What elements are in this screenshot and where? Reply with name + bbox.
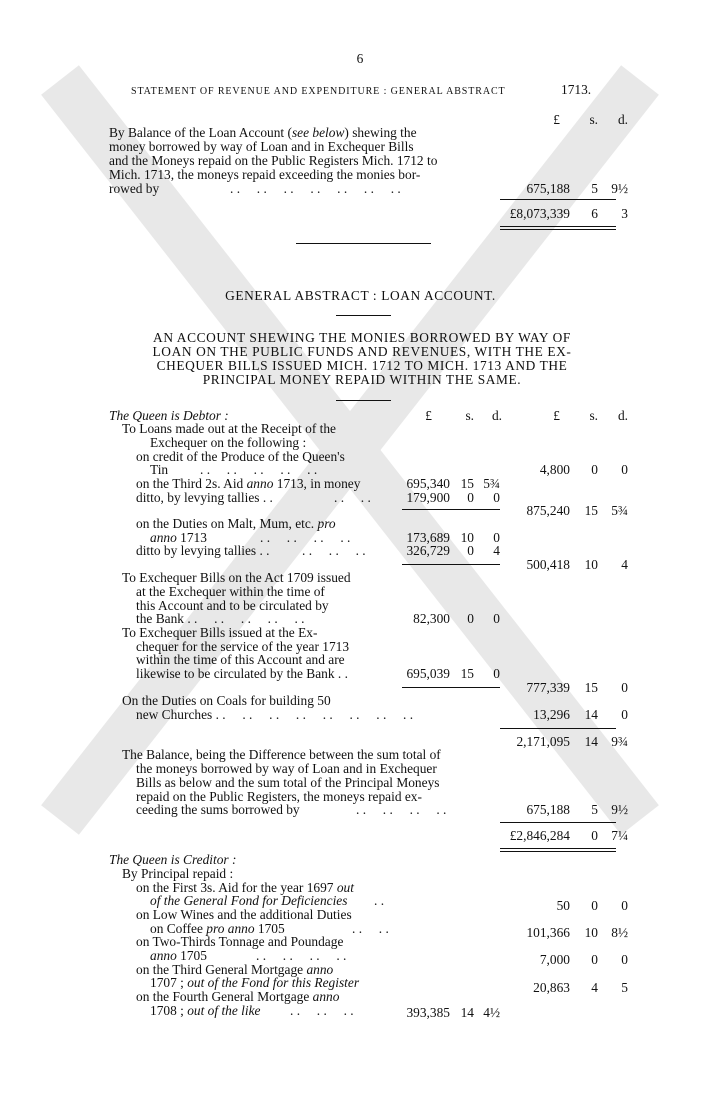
bills1709-line-3: this Account and to be circulated by xyxy=(136,598,329,613)
col-head-pence-2: d. xyxy=(617,408,628,423)
malt-pence: 0 xyxy=(493,530,500,545)
fourth-mortgage-shillings: 14 xyxy=(460,1005,474,1020)
col-head-pounds: £ xyxy=(553,112,560,127)
col-head-shillings-1: s. xyxy=(465,408,474,423)
fourth-mortgage-pence: 4½ xyxy=(483,1005,500,1020)
debtor-total-shillings: 0 xyxy=(591,828,598,843)
ditto1-label: ditto, by levying tallies . . xyxy=(136,490,273,505)
bills1713-line-4: likewise to be circulated by the Bank . . xyxy=(136,666,348,681)
section-title: GENERAL ABSTRACT : LOAN ACCOUNT. xyxy=(225,288,496,303)
third-aid-label: on the Third 2s. Aid anno 1713, in money xyxy=(136,476,361,491)
running-head-year: 1713. xyxy=(561,82,592,97)
balance-line-5: rowed by xyxy=(109,181,160,196)
third-mortgage-line-1: on the Third General Mortgage anno xyxy=(136,962,334,977)
col-head-pounds-2: £ xyxy=(553,408,560,423)
rule xyxy=(336,400,391,401)
grand-total-shillings: 6 xyxy=(591,206,598,221)
third-mortgage-pence: 5 xyxy=(621,980,628,995)
malt-line-2: anno 1713 xyxy=(150,530,207,545)
loan-balance-dots: . . . . . . . . xyxy=(356,802,447,817)
first-aid-pounds: 50 xyxy=(556,898,570,913)
account-heading-3: CHEQUER BILLS ISSUED MICH. 1712 TO MICH. 1713 AND THE xyxy=(156,358,568,373)
rule xyxy=(500,728,616,729)
sub2-pence: 4 xyxy=(621,557,628,572)
account-heading-2: LOAN ON THE PUBLIC FUNDS AND REVENUES, WITH THE EX- xyxy=(152,344,572,359)
sub1-shillings: 15 xyxy=(584,503,598,518)
tonnage-line-2: anno 1705 xyxy=(150,948,207,963)
bills1709-line-4: the Bank . . . . . . . . . . xyxy=(136,611,305,626)
grand-total-pounds: £8,073,339 xyxy=(509,206,570,221)
first-aid-pence: 0 xyxy=(621,898,628,913)
tin-pounds: 4,800 xyxy=(539,462,570,477)
sub3-shillings: 15 xyxy=(584,680,598,695)
debtor-total-pounds: £2,846,284 xyxy=(509,828,570,843)
sub2-shillings: 10 xyxy=(584,557,598,572)
ditto2-shillings: 0 xyxy=(467,543,474,558)
bills1713-line-1: To Exchequer Bills issued at the Ex- xyxy=(122,625,318,640)
balance-pounds: 675,188 xyxy=(526,181,570,196)
account-heading-1: AN ACCOUNT SHEWING THE MONIES BORROWED BY WAY OF xyxy=(153,330,571,345)
first-aid-line-2: of the General Fond for Deficiencies xyxy=(150,893,348,908)
first-aid-line-1: on the First 3s. Aid for the year 1697 out xyxy=(136,880,354,895)
ditto2-dots: . . . . . . xyxy=(302,543,366,558)
account-heading-4: PRINCIPAL MONEY REPAID WITHIN THE SAME. xyxy=(202,372,522,387)
low-wines-line-1: on Low Wines and the additional Duties xyxy=(136,907,352,922)
sub1-pence: 5¾ xyxy=(611,503,628,518)
low-wines-pounds: 101,366 xyxy=(526,925,570,940)
grand-total-pence: 3 xyxy=(621,206,628,221)
bills1713-pence: 0 xyxy=(493,666,500,681)
low-wines-pence: 8½ xyxy=(611,925,628,940)
ditto2-pence: 4 xyxy=(493,543,500,558)
col-head-shillings-2: s. xyxy=(589,408,598,423)
loan-balance-line-2: the moneys borrowed by way of Loan and in Exchequer xyxy=(136,761,437,776)
low-wines-line-2: on Coffee pro anno 1705 xyxy=(150,921,285,936)
loans-intro-2: Exchequer on the following : xyxy=(150,435,307,450)
third-mortgage-line-2: 1707 ; out of the Fond for this Register xyxy=(150,975,360,990)
coals-line-2: new Churches . . . . . . . . . . . . . . . . xyxy=(136,707,414,722)
tin-dots: . . . . . . . . . . xyxy=(200,462,318,477)
bills1709-shillings: 0 xyxy=(467,611,474,626)
loans-intro-1: To Loans made out at the Receipt of the xyxy=(122,421,336,436)
loan-balance-line-1: The Balance, being the Difference between the sum total of xyxy=(122,747,441,762)
bills1709-pounds: 82,300 xyxy=(413,611,450,626)
malt-shillings: 10 xyxy=(460,530,474,545)
sub4-pounds: 2,171,095 xyxy=(516,734,570,749)
running-head: STATEMENT OF REVENUE AND EXPENDITURE : GENERAL ABSTRACT xyxy=(131,86,506,97)
col-head-pence: d. xyxy=(617,112,628,127)
balance-line-1: By Balance of the Loan Account (see below) shewing the xyxy=(109,125,417,140)
loan-balance-line-3: Bills as below and the sum total of the Principal Moneys xyxy=(136,775,440,790)
bills1713-pounds: 695,039 xyxy=(406,666,450,681)
balance-shillings: 5 xyxy=(591,181,598,196)
rule xyxy=(500,848,616,849)
sub3-pence: 0 xyxy=(621,680,628,695)
bills1713-shillings: 15 xyxy=(460,666,474,681)
coals-line-1: On the Duties on Coals for building 50 xyxy=(122,693,331,708)
sub4-shillings: 14 xyxy=(584,734,598,749)
tonnage-pounds: 7,000 xyxy=(539,952,570,967)
tonnage-line-1: on Two-Thirds Tonnage and Poundage xyxy=(136,934,344,949)
tin-pence: 0 xyxy=(621,462,628,477)
low-wines-shillings: 10 xyxy=(584,925,598,940)
loan-balance-shillings: 5 xyxy=(591,802,598,817)
third-mortgage-pounds: 20,863 xyxy=(533,980,570,995)
balance-line-2: money borrowed by way of Loan and in Exchequer Bills xyxy=(109,139,414,154)
bills1709-line-1: To Exchequer Bills on the Act 1709 issued xyxy=(122,570,351,585)
fourth-mortgage-pounds: 393,385 xyxy=(406,1005,450,1020)
tonnage-dots: . . . . . . . . xyxy=(256,948,347,963)
creditor-heading: The Queen is Creditor : xyxy=(109,852,237,867)
rule xyxy=(402,564,500,565)
ditto1-dots: . . . . xyxy=(334,490,371,505)
col-head-pounds-1: £ xyxy=(425,408,432,423)
page-number: 6 xyxy=(356,51,364,66)
sub1-pounds: 875,240 xyxy=(526,503,570,518)
third-mortgage-shillings: 4 xyxy=(591,980,598,995)
malt-line-1: on the Duties on Malt, Mum, etc. pro xyxy=(136,516,336,531)
tonnage-shillings: 0 xyxy=(591,952,598,967)
malt-dots: . . . . . . . . xyxy=(260,530,351,545)
ditto1-pounds: 179,900 xyxy=(406,490,450,505)
section-divider xyxy=(296,243,431,244)
low-wines-dots: . . . . xyxy=(352,921,389,936)
balance-pence: 9½ xyxy=(611,181,628,196)
third-aid-pence: 5¾ xyxy=(483,476,500,491)
rule xyxy=(500,229,616,230)
ditto2-pounds: 326,729 xyxy=(406,543,450,558)
coals-pounds: 13,296 xyxy=(533,707,570,722)
rule xyxy=(500,199,616,200)
third-aid-shillings: 15 xyxy=(460,476,474,491)
loan-balance-pence: 9½ xyxy=(611,802,628,817)
col-head-shillings: s. xyxy=(589,112,598,127)
malt-pounds: 173,689 xyxy=(406,530,450,545)
coals-pence: 0 xyxy=(621,707,628,722)
tin-line-2: Tin xyxy=(150,462,169,477)
ditto2-label: ditto by levying tallies . . xyxy=(136,543,270,558)
col-head-pence-1: d. xyxy=(491,408,502,423)
balance-line-4: Mich. 1713, the moneys repaid exceeding the monies bor- xyxy=(109,167,421,182)
ditto1-pence: 0 xyxy=(493,490,500,505)
fourth-mortgage-line-2: 1708 ; out of the like xyxy=(150,1003,261,1018)
first-aid-shillings: 0 xyxy=(591,898,598,913)
balance-line-3: and the Moneys repaid on the Public Registers Mich. 1712 to xyxy=(109,153,438,168)
rule xyxy=(500,851,616,852)
sub4-pence: 9¾ xyxy=(611,734,628,749)
creditor-intro: By Principal repaid : xyxy=(122,866,234,881)
tin-line-1: on credit of the Produce of the Queen's xyxy=(136,449,345,464)
fourth-mortgage-line-1: on the Fourth General Mortgage anno xyxy=(136,989,340,1004)
sub3-pounds: 777,339 xyxy=(526,680,570,695)
balance-dots: . . . . . . . . . . . . . . xyxy=(230,181,401,196)
ditto1-shillings: 0 xyxy=(467,490,474,505)
loan-balance-pounds: 675,188 xyxy=(526,802,570,817)
tonnage-pence: 0 xyxy=(621,952,628,967)
debtor-total-pence: 7¼ xyxy=(611,828,628,843)
debtor-heading: The Queen is Debtor : xyxy=(109,408,229,423)
first-aid-dots: . . xyxy=(374,893,385,908)
rule xyxy=(500,226,616,227)
rule xyxy=(500,822,616,823)
loan-balance-line-4: repaid on the Public Registers, the moneys repaid ex- xyxy=(136,789,422,804)
bills1713-line-2: chequer for the service of the year 1713 xyxy=(136,639,350,654)
bills1709-line-2: at the Exchequer within the time of xyxy=(136,584,325,599)
loan-balance-line-5: ceeding the sums borrowed by xyxy=(136,802,300,817)
sub2-pounds: 500,418 xyxy=(526,557,570,572)
rule xyxy=(402,687,500,688)
third-aid-pounds: 695,340 xyxy=(406,476,450,491)
rule xyxy=(336,315,391,316)
fourth-mortgage-dots: . . . . . . xyxy=(290,1003,354,1018)
bills1709-pence: 0 xyxy=(493,611,500,626)
bills1713-line-3: within the time of this Account and are xyxy=(136,652,345,667)
coals-shillings: 14 xyxy=(584,707,598,722)
rule xyxy=(402,509,500,510)
tin-shillings: 0 xyxy=(591,462,598,477)
